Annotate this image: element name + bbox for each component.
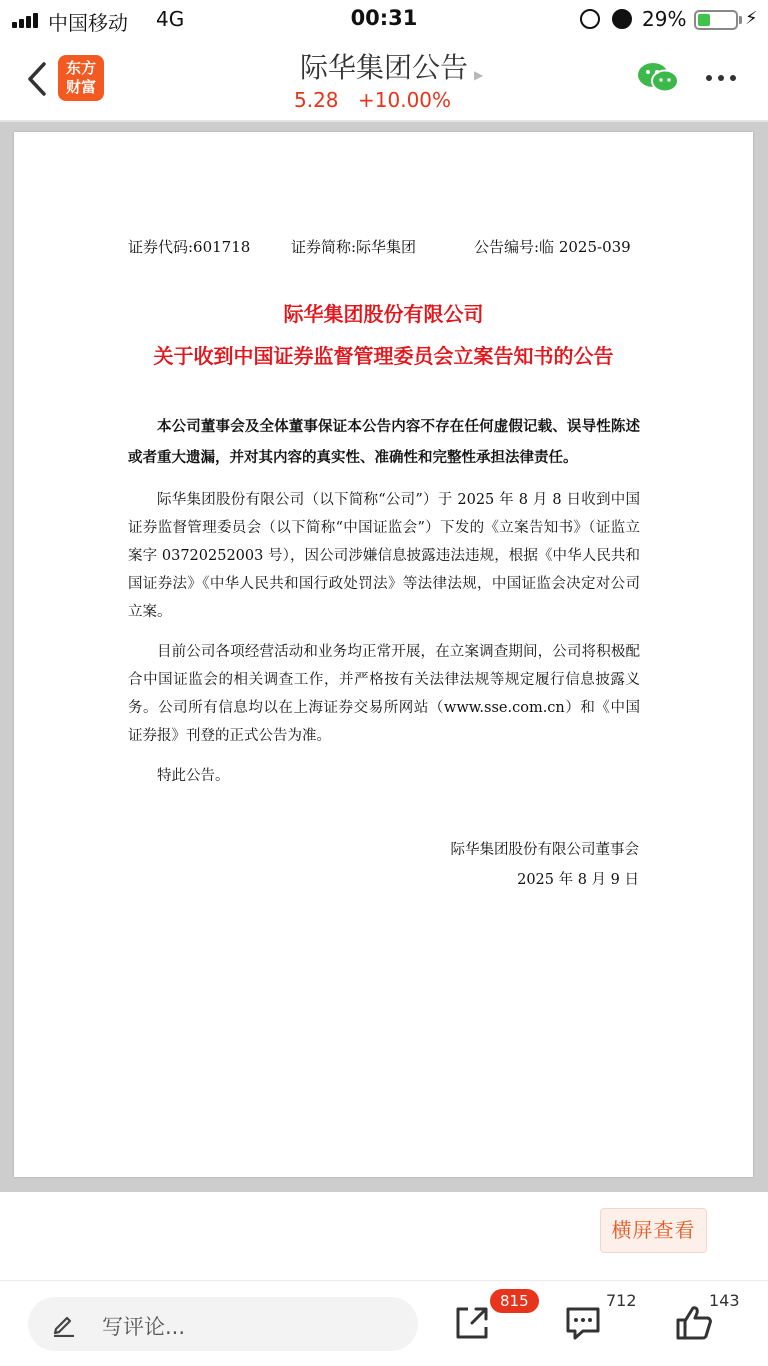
board-statement: 本公司董事会及全体董事保证本公告内容不存在任何虚假记载、误导性陈述或者重大遗漏，并对其内容的真实性、准确性和完整性承担法律责任。 [128, 419, 640, 466]
landscape-area [0, 1192, 768, 1280]
carrier-name: 中国移动 [48, 11, 128, 35]
comment-input[interactable] [28, 1297, 418, 1351]
paragraph-2: 目前公司各项经营活动和业务均正常开展，在立案调查期间，公司将积极配合中国证监会的相关调查工作，并严格按有关法律法规等规定履行信息披露义务。公司所有信息均以在上海证券交易所网站（www.sse.com.cn）和《中国证券报》刊登的正式公告为准。 [128, 644, 640, 744]
share-icon [452, 1303, 492, 1343]
logo-line2: 财富 [65, 78, 96, 96]
stock-change: +10.00% [358, 88, 452, 112]
announcement-date: 2025 年 8 月 9 日 [517, 872, 639, 888]
comments-button[interactable] [563, 1303, 607, 1347]
stock-detail-arrow-icon[interactable]: ▶ [474, 68, 484, 82]
company-title: 际华集团股份有限公司 [283, 302, 484, 326]
page-title: 际华集团公告 [299, 51, 468, 84]
landscape-view-button[interactable] [600, 1208, 707, 1253]
more-icon [704, 66, 738, 90]
battery-icon [694, 10, 738, 30]
comment-placeholder: 写评论... [102, 1315, 186, 1339]
status-time: 00:31 [350, 6, 418, 30]
battery-tip [739, 16, 742, 24]
bottom-bar [0, 1280, 768, 1366]
document-body [128, 412, 640, 802]
logo-line1: 东方 [65, 59, 96, 77]
closing-line: 特此公告。 [157, 768, 230, 784]
orientation-lock-icon [580, 9, 600, 29]
stock-price: 5.28 [294, 88, 339, 112]
thumbs-up-icon [674, 1303, 714, 1343]
nav-bar [0, 40, 768, 122]
wechat-share-button[interactable] [636, 60, 680, 96]
announcement-page [14, 132, 753, 1177]
status-bar [0, 0, 768, 40]
document-viewer[interactable] [0, 122, 768, 1192]
share-button[interactable] [452, 1303, 496, 1347]
comment-count: 712 [606, 1291, 637, 1310]
signature: 际华集团股份有限公司董事会 [450, 842, 639, 858]
pen-icon [52, 1311, 76, 1337]
landscape-view-label: 横屏查看 [611, 1218, 696, 1242]
wechat-icon [636, 60, 680, 96]
network-type: 4G [156, 7, 185, 31]
charging-icon: ⚡ [745, 8, 758, 29]
paragraph-1: 际华集团股份有限公司（以下简称“公司”）于 2025 年 8 月 8 日收到中国证券监督管理委员会（以下简称“中国证监会”）下发的《立案告知书》（证监立案字 03720252003 号），因公司涉嫌信息披露违法违规，根据《中华人民共和国证券法》《中华人民共和国行政处罚法》等法律法规，中国证监会决定对公司立案。 [128, 492, 640, 620]
security-code: 证券代码:601718 [128, 238, 251, 256]
battery-percent: 29% [642, 7, 687, 31]
comment-icon [563, 1303, 603, 1343]
announcement-number: 公告编号:临 2025-039 [474, 238, 631, 256]
more-menu-button[interactable] [704, 66, 738, 90]
like-count: 143 [709, 1291, 740, 1310]
alarm-icon [612, 9, 632, 29]
share-count-badge: 815 [490, 1289, 539, 1313]
announcement-title: 关于收到中国证券监督管理委员会立案告知书的公告 [153, 344, 614, 368]
security-short-name: 证券简称:际华集团 [291, 238, 417, 256]
